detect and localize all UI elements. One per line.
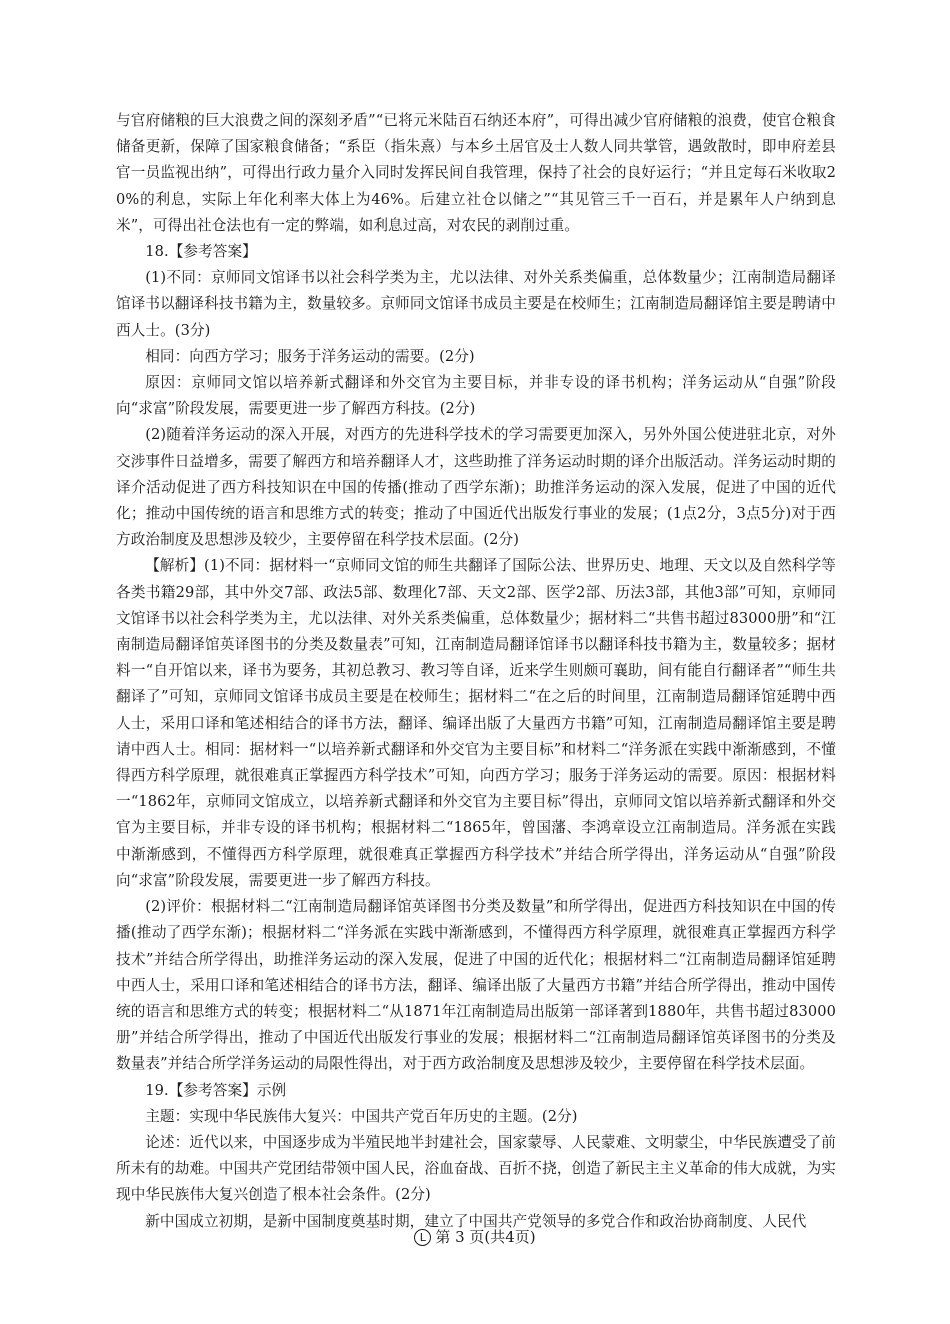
paragraph: (1)不同：京师同文馆译书以社会科学类为主，尤以法律、对外关系类偏重，总体数量少；江南制造局翻译馆译书以翻译科技书籍为主，数量较多。京师同文馆译书成员主要是在校师生；江南制造局翻译馆主要是聘请中西人士。(3分) <box>116 269 836 339</box>
page-footer <box>0 1226 950 1247</box>
paragraph: 论述：近代以来，中国逐步成为半殖民地半封建社会，国家蒙辱、人民蒙难、文明蒙尘，中华民族遭受了前所未有的劫难。中国共产党团结带领中国人民，浴血奋战、百折不挠，创造了新民主主义革命的伟大成就，为实现中华民族伟大复兴创造了根本社会条件。(2分) <box>116 1133 836 1204</box>
paragraph: (2)随着洋务运动的深入开展，对西方的先进科学技术的学习需要更加深入，另外外国公使进驻北京，对外交涉事件日益增多，需要了解西方和培养翻译人才，这些助推了洋务运动时期的译介出版活动。洋务运动时期的译介活动促进了西方科技知识在中国的传播(推动了西学东渐)；助推洋务运动的深入发展，促进了中国的近代化；推动中国传统的语言和思维方式的转变；推动了中国近代出版发行事业的发展；(1点2分，3点5分)对于西方政治制度及思想涉及较少，主要停留在科学技术层面。(2分) <box>116 426 836 549</box>
paragraph: (2)评价：根据材料二“江南制造局翻译馆英译图书分类及数量”和所学得出，促进西方科技知识在中国的传播(推动了西学东渐)；根据材料二“洋务派在实践中渐渐感到，不懂得西方科学原理，就很难真正掌握西方科学技术”并结合所学得出，助推洋务运动的深入发展，促进了中国的近代化；根据材料二“江南制造局翻译馆延聘中西人士，采用口译和笔述相结合的译书方法，翻译、编译出版了大量西方书籍”并结合所学得出，推动中国传统的语言和思维方式的转变；根据材料二“从1871年江南制造局出版第一部译著到1880年，共售书超过83000册”并结合所学得出，推动了中国近代出版发行事业的发展；根据材料二“江南制造局翻译馆英译图书的分类及数量表”并结合所学洋务运动的局限性得出，对于西方政治制度及思想涉及较少，主要停留在科学技术层面。 <box>116 898 836 1073</box>
paragraph: 相同：向西方学习；服务于洋务运动的需要。(2分) <box>145 347 475 365</box>
circled-letter-badge: L <box>414 1229 431 1246</box>
paragraph: 18.【参考答案】 <box>145 243 257 261</box>
paragraph: 19.【参考答案】示例 <box>145 1081 287 1099</box>
document-body <box>116 108 836 1235</box>
page-number: 第 3 页(共4页) <box>435 1228 536 1246</box>
paragraph: 与官府储粮的巨大浪费之间的深刻矛盾”“已将元米陆百石纳还本府”，可得出减少官府储粮的浪费，使官仓粮食储备更新，保障了国家粮食储备；“系臣（指朱熹）与本乡土居官及士人数人同共掌管，遇敛散时，即申府差县官一员监视出纳”，可得出行政力量介入同时发挥民间自我管理，保持了社会的良好运行；“并且定每石米收取20%的利息，实际上年化利率大体上为46%。后建立社仓以储之”“其见管三千一百石，并是累年人户纳到息米”，可得出社仓法也有一定的弊端，如利息过高，对农民的剥削过重。 <box>116 112 836 234</box>
paragraph: 【解析】(1)不同：据材料一“京师同文馆的师生共翻译了国际公法、世界历史、地理、天文以及自然科学等各类书籍29部，其中外交7部、政法5部、数理化7部、天文2部、医学2部、历法3部，其他3部”可知，京师同文馆译书以社会科学类为主，尤以法律、对外关系类偏重，总体数量少；据材料二“共售书超过83000册”和“江南制造局翻译馆英译图书的分类及数量表”可知，江南制造局翻译馆译书以翻译科技书籍为主，数量较多；据材料一“自开馆以来，译书为要务，其初总教习、教习等自译，近来学生则颇可襄助，间有能自行翻译者”“师生共翻译了”可知，京师同文馆译书成员主要是在校师生；据材料二“在之后的时间里，江南制造局翻译馆延聘中西人士，采用口译和笔述相结合的译书方法，翻译、编译出版了大量西方书籍”可知，江南制造局翻译馆主要是聘请中西人士。相同：据材料一“以培养新式翻译和外交官为主要目标”和材料二“洋务派在实践中渐渐感到，不懂得西方科学原理，就很难真正掌握西方科学技术”可知，向西方学习；服务于洋务运动的需要。原因：根据材料一“1862年，京师同文馆成立，以培养新式翻译和外交官为主要目标”得出，京师同文馆以培养新式翻译和外交官为主要目标，并非专设的译书机构；根据材料二“1865年，曾国藩、李鸿章设立江南制造局。洋务派在实践中渐渐感到，不懂得西方科学原理，就很难真正掌握西方科学技术”并结合所学得出，洋务运动从“自强”阶段向“求富”阶段发展，需要更进一步了解西方科技。 <box>116 557 836 889</box>
paragraph: 新中国成立初期，是新中国制度奠基时期，建立了中国共产党领导的多党合作和政治协商制度、人民代 <box>145 1212 807 1230</box>
paragraph: 原因：京师同文馆以培养新式翻译和外交官为主要目标，并非专设的译书机构；洋务运动从“自强”阶段向“求富”阶段发展，需要更进一步了解西方科技。(2分) <box>116 374 836 418</box>
paragraph: 主题：实现中华民族伟大复兴：中国共产党百年历史的主题。(2分) <box>145 1107 578 1125</box>
